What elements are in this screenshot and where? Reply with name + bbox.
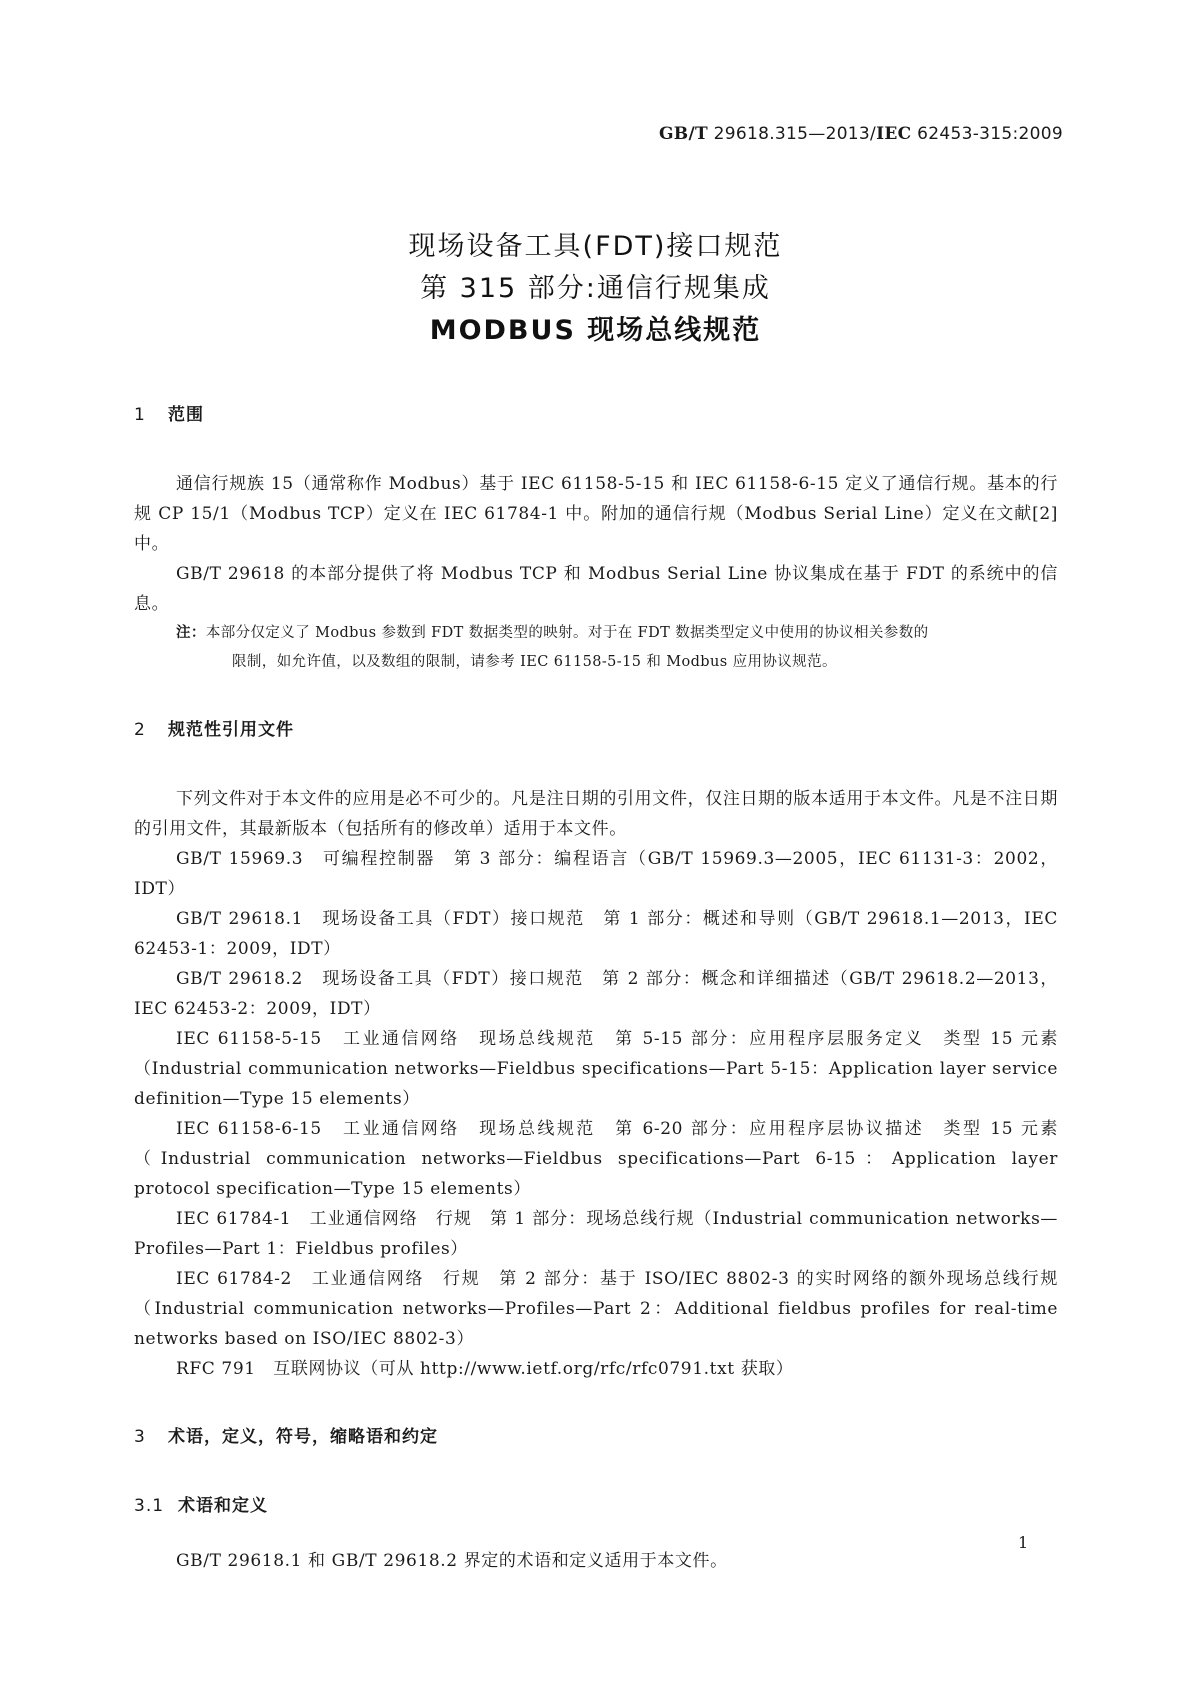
section-heading-3 [134, 1422, 1058, 1447]
section-number: 3 [134, 1427, 146, 1447]
title-line-2: 第 315 部分:通信行规集成 [420, 273, 771, 304]
section-title: 范围 [168, 405, 204, 425]
iec-prefix: IEC [876, 124, 912, 144]
note [176, 619, 1058, 677]
section-number: 2 [134, 720, 146, 740]
section-title: 规范性引用文件 [168, 720, 294, 740]
reference-item: RFC 791 互联网协议（可从 http://www.ietf.org/rfc/rfc0791.txt 获取） [176, 1359, 794, 1379]
reference-item: IEC 61158-5-15 工业通信网络 现场总线规范 第 5-15 部分：应用程序层服务定义 类型 15 元素（Industrial communication networks—Fieldbus specifications—Part 5-15：Application layer service definition—Type 15 elements） [134, 1029, 1058, 1109]
paragraph: GB/T 29618.1 和 GB/T 29618.2 界定的术语和定义适用于本文件。 [176, 1551, 728, 1571]
section-number: 1 [134, 405, 146, 425]
iec-code: 62453-315:2009 [917, 124, 1063, 144]
document-body [134, 400, 1058, 1576]
standard-number [659, 124, 1063, 144]
document-title [0, 226, 1191, 352]
std-prefix: GB/T [658, 124, 708, 144]
paragraph: 通信行规族 15（通常称作 Modbus）基于 IEC 61158-5-15 和 IEC 61158-6-15 定义了通信行规。基本的行规 CP 15/1（Modbus TCP）定义在 IEC 61784-1 中。附加的通信行规（Modbus Serial Line）定义在文献[2]中。 [134, 474, 1058, 554]
section-heading-1 [134, 400, 1058, 425]
section-heading-2 [134, 715, 1058, 740]
paragraph: GB/T 29618 的本部分提供了将 Modbus TCP 和 Modbus Serial Line 协议集成在基于 FDT 的系统中的信息。 [134, 564, 1058, 614]
section-number: 3.1 [134, 1496, 165, 1516]
title-line-1: 现场设备工具(FDT)接口规范 [408, 231, 783, 262]
note-text-1: 本部分仅定义了 Modbus 参数到 FDT 数据类型的映射。对于在 FDT 数据类型定义中使用的协议相关参数的 [205, 625, 929, 641]
reference-item: IEC 61158-6-15 工业通信网络 现场总线规范 第 6-20 部分：应用程序层协议描述 类型 15 元素（Industrial communication networks—Fieldbus specifications—Part 6-15：Application layer protocol specification—Type 15 elements） [134, 1119, 1058, 1199]
section-title: 术语，定义，符号，缩略语和约定 [168, 1427, 438, 1447]
std-code: 29618.315—2013/ [713, 124, 877, 144]
section-title: 术语和定义 [178, 1496, 268, 1516]
title-line-3: MODBUS 现场总线规范 [429, 315, 762, 346]
reference-item: GB/T 15969.3 可编程控制器 第 3 部分：编程语言（GB/T 15969.3—2005，IEC 61131-3：2002，IDT） [134, 849, 1058, 899]
page-number: 1 [1018, 1533, 1029, 1552]
section-heading-3-1 [134, 1491, 1058, 1516]
note-text-2: 限制，如允许值，以及数组的限制，请参考 IEC 61158-5-15 和 Modbus 应用协议规范。 [232, 654, 837, 670]
reference-item: IEC 61784-2 工业通信网络 行规 第 2 部分：基于 ISO/IEC 8802-3 的实时网络的额外现场总线行规（Industrial communication networks—Profiles—Part 2：Additional fieldbus profiles for real-time networks based on ISO/IEC 8802-3） [134, 1269, 1058, 1349]
note-label: 注： [176, 625, 206, 641]
paragraph: 下列文件对于本文件的应用是必不可少的。凡是注日期的引用文件，仅注日期的版本适用于本文件。凡是不注日期的引用文件，其最新版本（包括所有的修改单）适用于本文件。 [134, 789, 1058, 839]
reference-item: GB/T 29618.2 现场设备工具（FDT）接口规范 第 2 部分：概念和详细描述（GB/T 29618.2—2013，IEC 62453-2：2009，IDT） [134, 969, 1058, 1019]
reference-item: GB/T 29618.1 现场设备工具（FDT）接口规范 第 1 部分：概述和导则（GB/T 29618.1—2013，IEC 62453-1：2009，IDT） [134, 909, 1058, 959]
reference-item: IEC 61784-1 工业通信网络 行规 第 1 部分：现场总线行规（Industrial communication networks—Profiles—Part 1：Fieldbus profiles） [134, 1209, 1058, 1259]
